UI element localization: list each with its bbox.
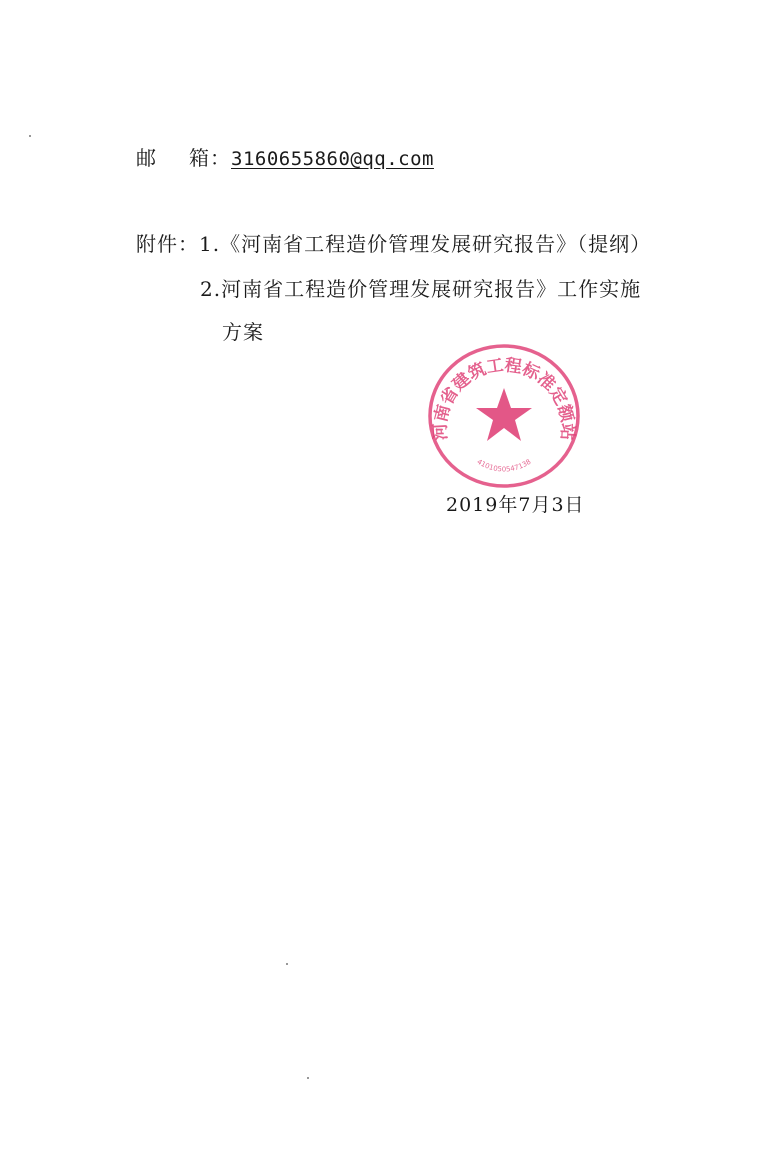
attachment-2-number: 2. xyxy=(200,277,222,301)
scan-speck xyxy=(307,1077,309,1079)
email-label-char1: 邮 xyxy=(136,146,157,170)
email-label-char2: 箱： xyxy=(189,146,231,170)
star-icon xyxy=(476,388,532,441)
attachment-2-title: 河南省工程造价管理发展研究报告》工作实施 xyxy=(221,277,642,301)
attachment-2-title-continued: 方案 xyxy=(222,320,264,344)
attachment-1-number: 1. xyxy=(199,232,221,256)
attachments-label: 附件： xyxy=(136,232,199,256)
attachment-line-1 xyxy=(136,230,651,258)
email-address: 3160655860@qq.com xyxy=(231,148,434,170)
seal-ring-text: 河南省建筑工程标准定额站 xyxy=(430,355,578,441)
document-date: 2019年7月3日 xyxy=(446,494,585,516)
seal-code: 4101050547138 xyxy=(475,457,533,474)
attachment-line-2 xyxy=(200,275,641,303)
attachment-line-2-continuation xyxy=(222,318,264,346)
email-line xyxy=(136,144,434,173)
scan-speck xyxy=(29,135,31,137)
attachment-1-title: 《河南省工程造价管理发展研究报告》（提纲） xyxy=(220,232,652,256)
official-seal xyxy=(424,340,584,492)
scan-speck xyxy=(286,963,288,965)
